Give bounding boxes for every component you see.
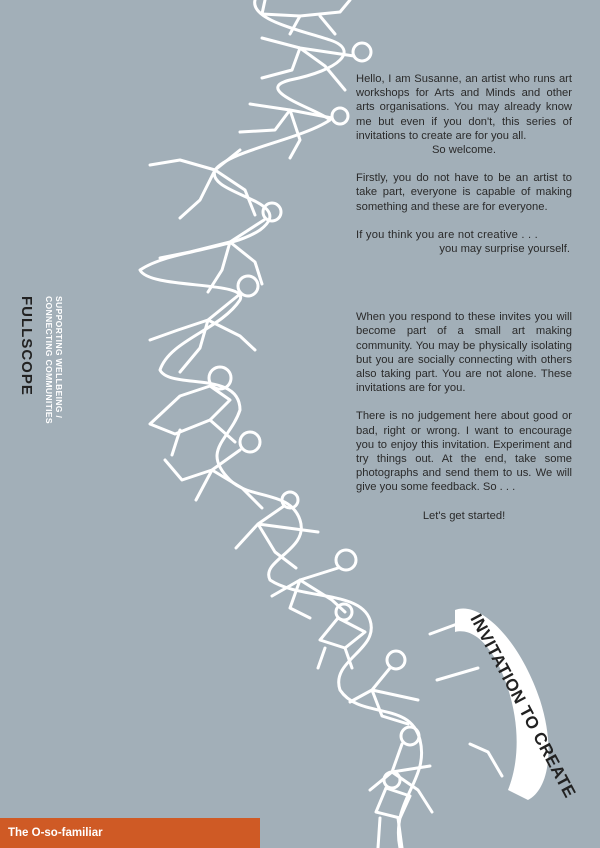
figure-12 bbox=[350, 651, 418, 724]
brand-tagline bbox=[44, 296, 64, 424]
side-brand bbox=[12, 296, 62, 576]
intro-paragraph-5: There is no judgement here about good or bad, right or wrong. I want to encourage you to enjoy this invitation. Experiment and try things out. At the end, take some photographs and send them to us. We will give you some feedback. So . . . bbox=[356, 410, 572, 494]
intro-p3-b: you may surprise yourself. bbox=[439, 243, 570, 256]
intro-paragraph-3 bbox=[356, 228, 572, 256]
spacer bbox=[356, 270, 572, 310]
intro-paragraph-6: Let's get started! bbox=[422, 509, 506, 522]
figure-8 bbox=[165, 432, 262, 508]
tagline-line-1: SUPPORTING WELLBEING / bbox=[54, 296, 64, 419]
figure-13 bbox=[370, 727, 432, 812]
tagline-line-2: CONNECTING COMMUNITIES bbox=[44, 296, 54, 424]
figure-11-dress bbox=[318, 604, 365, 668]
figure-2 bbox=[262, 38, 371, 90]
figure-4 bbox=[150, 150, 255, 218]
figure-14-dress bbox=[376, 772, 410, 848]
intro-p3-a: If you think you are not creative . . . bbox=[356, 228, 538, 241]
footer-title: The O-so-familiar bbox=[8, 827, 103, 839]
intro-paragraph-4: When you respond to these invites you will become part of a small art making community. You may be physically isolating but you are socially connecting with others also taking part. You are not alone. These invitations are for you. bbox=[356, 311, 572, 395]
figure-5 bbox=[160, 203, 281, 292]
figure-9 bbox=[236, 492, 318, 568]
intro-p1-end: So welcome. bbox=[431, 144, 497, 157]
footer-title-bar bbox=[0, 818, 260, 848]
figure-1 bbox=[262, 0, 350, 34]
intro-p1: Hello, I am Susanne, an artist who runs art workshops for Arts and Minds and other arts organisations. You may already know me but even if you don't, this series of invitations to create are for you all. bbox=[356, 73, 572, 142]
intro-paragraph-2: Firstly, you do not have to be an artist to take part, everyone is capable of making something and these are for everyone. bbox=[356, 172, 572, 213]
intro-text bbox=[356, 72, 572, 537]
brand-name: FULLSCOPE bbox=[18, 296, 35, 396]
banner-text: INVITATION TO CREATE bbox=[466, 610, 580, 802]
intro-paragraph-1 bbox=[356, 72, 572, 157]
invitation-banner bbox=[455, 608, 580, 801]
